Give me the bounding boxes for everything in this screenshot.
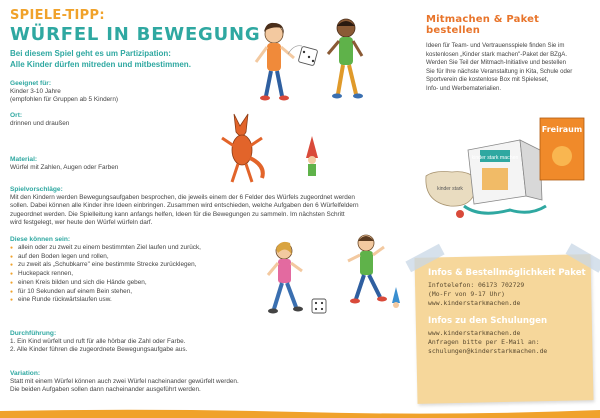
info-hours: (Mo-Fr von 9-17 Uhr) xyxy=(428,290,505,298)
order-line-3: Werden Sie Teil der Mitmach-Initiative und bestellen xyxy=(426,59,567,67)
package-illustration xyxy=(420,110,590,230)
box-label: kinder stark machen xyxy=(471,155,519,161)
info-heading-1: Infos & Bestellmöglichkeit Paket xyxy=(428,268,586,278)
girl-running-figure xyxy=(268,242,303,314)
variation-section xyxy=(10,370,310,395)
geeignet-heading: Geeignet für: xyxy=(10,80,52,87)
list-item: ● eine Runde rückwärtslaufen usw. xyxy=(10,296,240,305)
spielvorschlaege-line-2: sollen. Dabei können alle Kinder ihre Ideen einbringen. Zusammen wird entschieden, welche Aufgaben den 6 Würfelfeldern xyxy=(10,202,359,210)
material-heading: Material: xyxy=(10,156,38,163)
material-text: Würfel mit Zahlen, Augen oder Farben xyxy=(10,164,119,171)
ideen-heading: Diese können sein: xyxy=(10,236,71,243)
info-block-2 xyxy=(428,329,588,356)
ideen-section xyxy=(10,236,240,305)
list-item: ● zu zweit als „Schubkarre" eine bestimmte Strecke zurücklegen, xyxy=(10,261,240,270)
ideen-list xyxy=(10,244,240,305)
durchfuehrung-step-1: 1. Ein Kind würfelt und ruft für alle hörbar die Zahl oder Farbe. xyxy=(10,338,186,345)
schulung-website-link[interactable]: www.kinderstarkmachen.de xyxy=(428,329,521,337)
geeignet-line-1: Kinder 3-10 Jahre xyxy=(10,88,61,95)
bag-icon xyxy=(426,172,476,207)
book-title: Freiraum xyxy=(541,125,583,134)
list-item: ● für 10 Sekunden auf einem Bein stehen, xyxy=(10,288,240,297)
variation-line-2: Die beiden Aufgaben sollen dann nacheinander ausgeführt werden. xyxy=(10,386,201,394)
boy-running-figure xyxy=(348,235,387,304)
durchfuehrung-step-2: 2. Alle Kinder führen die zugeordnete Bewegungsaufgabe aus. xyxy=(10,346,188,354)
svg-text:kinder stark: kinder stark xyxy=(437,186,463,192)
info-website-link[interactable]: www.kinderstarkmachen.de xyxy=(428,299,521,307)
spielvorschlaege-line-1: Mit den Kindern werden Bewegungsaufgaben besprochen, die jeweils einem der 6 Felder des Würfels zugeordnet werden xyxy=(10,194,355,201)
fox-illustration xyxy=(204,108,364,188)
boy-figure xyxy=(328,19,363,99)
list-item: ● einen Kreis bilden und sich die Hände geben, xyxy=(10,279,240,288)
info-block-1 xyxy=(428,281,588,308)
spielvorschlaege-line-3: zugeordnet werden. Die Spielleitung kann anfangs helfen, Ideen für die Bewegungen zu sammeln. Im nächsten Schritt xyxy=(10,210,345,218)
dice-icon xyxy=(298,46,318,66)
die-on-ground-icon xyxy=(312,299,326,313)
subtitle-line-2: Alle Kinder dürfen mitreden und mitbestimmen. xyxy=(10,59,191,69)
info-note-content xyxy=(428,268,588,356)
variation-heading: Variation: xyxy=(10,370,41,377)
fox-figure xyxy=(222,114,263,182)
durchfuehrung-heading: Durchführung: xyxy=(10,330,57,337)
gnome-small-figure xyxy=(392,287,400,308)
ort-heading: Ort: xyxy=(10,111,23,119)
kids-running-illustration xyxy=(262,225,410,335)
order-title: Mitmachen & Paket bestellen xyxy=(426,14,540,36)
list-item: ● allein oder zu zweit zu einem bestimmten Ziel laufen und zurück, xyxy=(10,244,240,253)
girl-figure xyxy=(256,23,294,101)
right-column xyxy=(426,14,594,94)
ribbon-decoration xyxy=(464,206,546,213)
ort-text: drinnen und draußen xyxy=(10,119,70,127)
schulung-email-link[interactable]: schulungen@kinderstarkmachen.de xyxy=(428,347,548,355)
page-title: WÜRFEL IN BEWEGUNG xyxy=(10,24,261,45)
info-heading-2: Infos zu den Schulungen xyxy=(428,316,548,326)
bottom-brush-stroke xyxy=(0,407,600,418)
order-line-2: kostenlosen „Kinder stark machen"-Paket der BZgA. xyxy=(426,50,568,58)
spielvorschlaege-section xyxy=(10,186,400,228)
geeignet-line-2: (empfohlen für Gruppen ab 5 Kindern) xyxy=(10,96,118,104)
spielvorschlaege-line-4: wird festgelegt, wer heute den Würfel würfeln darf. xyxy=(10,219,153,227)
book-icon xyxy=(540,118,584,180)
list-item: ● Huckepack rennen, xyxy=(10,270,240,279)
spielvorschlaege-heading: Spielvorschläge: xyxy=(10,186,63,193)
order-line-5: Sportverein die kostenlose Box mit Spieleset, xyxy=(426,76,549,84)
order-line-1: Ideen für Team- und Vertrauensspiele finden Sie im xyxy=(426,42,565,49)
schulung-request-text: Anfragen bitte per E-Mail an: xyxy=(428,338,540,346)
info-phone: Infotelefon: 06173 702729 xyxy=(428,281,525,289)
order-text xyxy=(426,42,594,94)
gnome-figure xyxy=(306,136,318,176)
list-item: ● auf den Boden legen und rollen, xyxy=(10,253,240,262)
durchfuehrung-section xyxy=(10,330,240,355)
box-icon xyxy=(468,140,542,204)
variation-line-1: Statt mit einem Würfel können auch zwei Würfel nacheinander gewürfelt werden. xyxy=(10,378,239,385)
material-section xyxy=(10,156,210,172)
eyebrow-label: SPIELE-TIPP: xyxy=(10,8,105,23)
subtitle-line-1: Bei diesem Spiel geht es um Partizipation: xyxy=(10,49,171,58)
order-line-6: Info- und Werbematerialien. xyxy=(426,84,502,92)
ball-icon xyxy=(456,210,464,218)
order-line-4: Sie für Ihre nächste Veranstaltung in Kita, Schule oder xyxy=(426,67,573,75)
